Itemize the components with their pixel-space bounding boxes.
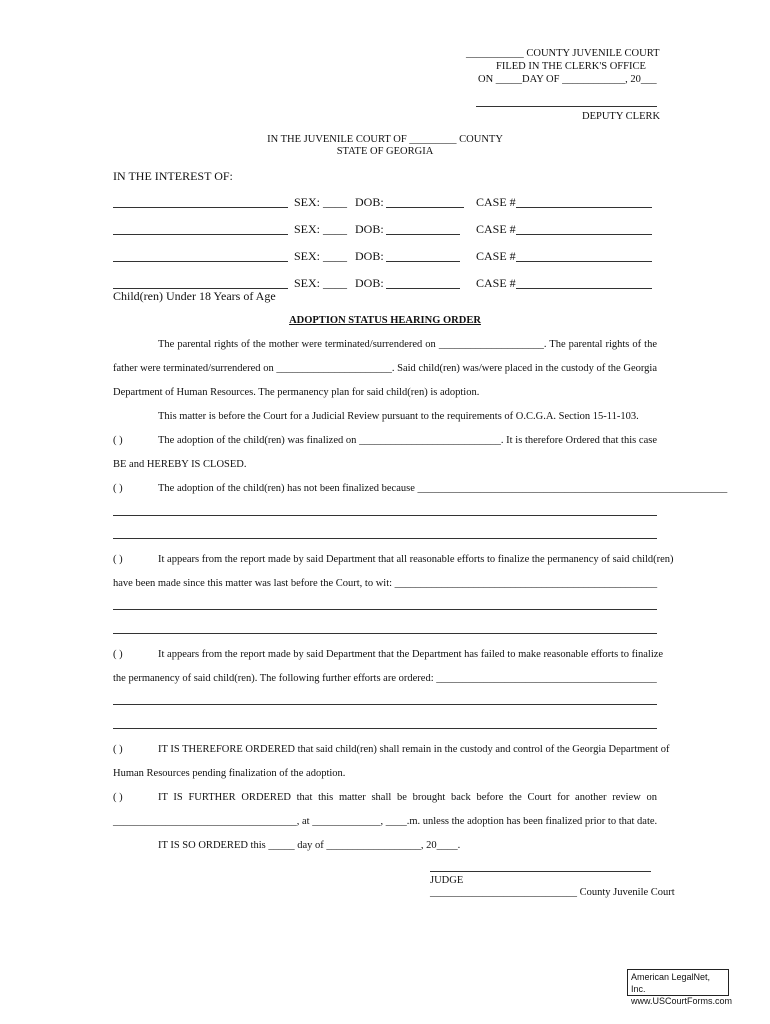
child-name-field[interactable] — [113, 261, 288, 262]
sex-field-label: SEX: ____ — [294, 195, 348, 209]
option-failed-efforts-text-cont: the permanency of said child(ren). The following further efforts are ordered: __________________________________________ — [113, 673, 657, 684]
option-remain-custody-text-cont: Human Resources pending finalization of the adoption. — [113, 768, 346, 779]
dob-label: DOB: — [355, 276, 384, 290]
judge-signature-line[interactable] — [430, 871, 651, 872]
dob-field[interactable] — [386, 234, 460, 235]
not-finalized-reason-line[interactable] — [113, 538, 657, 539]
case-number-label: CASE # — [476, 222, 516, 236]
option-failed-efforts-text: It appears from the report made by said Department that the Department has failed to make reasonable efforts to finalize — [158, 649, 664, 660]
court-county-line: IN THE JUVENILE COURT OF _________ COUNTY — [267, 134, 503, 145]
dob-field[interactable] — [386, 261, 460, 262]
order-title: ADOPTION STATUS HEARING ORDER — [289, 315, 481, 326]
case-number-field[interactable] — [516, 234, 652, 235]
option-finalized-text: The adoption of the child(ren) was finalized on ___________________________. It is therefore Ordered that this case — [158, 435, 657, 446]
case-number-label: CASE # — [476, 249, 516, 263]
sex-field-label: SEX: ____ — [294, 276, 348, 290]
further-efforts-line[interactable] — [113, 704, 657, 705]
child-name-field[interactable] — [113, 207, 288, 208]
reasonable-efforts-line[interactable] — [113, 609, 657, 610]
filed-in-clerk-office-line: FILED IN THE CLERK'S OFFICE — [496, 61, 646, 72]
publisher-name: American LegalNet, Inc. — [631, 972, 711, 994]
filed-on-date-line: ON _____DAY OF ____________, 20___ — [478, 74, 657, 85]
judge-label: JUDGE — [430, 875, 464, 886]
option-remain-custody-checkbox[interactable]: ( ) — [113, 744, 123, 755]
dob-field[interactable] — [386, 288, 460, 289]
deputy-clerk-label: DEPUTY CLERK — [582, 111, 661, 122]
option-finalized-text-cont: BE and HEREBY IS CLOSED. — [113, 459, 247, 470]
case-number-field[interactable] — [516, 288, 652, 289]
option-further-review-text-cont: ___________________________________, at _____________, ____.m. unless the adoption has been finalized prior to that date. — [113, 816, 658, 827]
interest-of-label: IN THE INTEREST OF: — [113, 169, 233, 183]
option-not-finalized-checkbox[interactable]: ( ) — [113, 483, 123, 494]
publisher-stamp — [627, 969, 733, 1006]
case-number-label: CASE # — [476, 276, 516, 290]
county-court-line: ___________ COUNTY JUVENILE COURT — [466, 48, 660, 59]
paragraph-parental-rights-3: Department of Human Resources. The permanency plan for said child(ren) is adoption. — [113, 387, 480, 398]
state-line: STATE OF GEORGIA — [336, 146, 434, 157]
paragraph-parental-rights-1: The parental rights of the mother were terminated/surrendered on ____________________. The parental rights of the — [158, 339, 657, 350]
option-reasonable-efforts-text-cont: have been made since this matter was last before the Court, to wit: __________________________________________________ — [113, 578, 658, 589]
paragraph-parental-rights-2: father were terminated/surrendered on ______________________. Said child(ren) was/were placed in the custody of the Georgia — [113, 363, 657, 374]
sex-field-label: SEX: ____ — [294, 249, 348, 263]
case-number-field[interactable] — [516, 261, 652, 262]
sex-field-label: SEX: ____ — [294, 222, 348, 236]
option-reasonable-efforts-checkbox[interactable]: ( ) — [113, 554, 123, 565]
further-efforts-line[interactable] — [113, 728, 657, 729]
children-caption: Child(ren) Under 18 Years of Age — [113, 289, 276, 303]
county-juvenile-court-line: ____________________________ County Juvenile Court — [430, 887, 675, 898]
reasonable-efforts-line[interactable] — [113, 633, 657, 634]
not-finalized-reason-line[interactable] — [113, 515, 657, 516]
option-further-review-text: IT IS FURTHER ORDERED that this matter shall be brought back before the Court for another review on — [158, 792, 657, 803]
option-reasonable-efforts-text: It appears from the report made by said Department that all reasonable efforts to finalize the permanency of said child(ren) — [158, 554, 674, 565]
publisher-website: www.USCourtForms.com — [631, 996, 733, 1006]
dob-label: DOB: — [355, 222, 384, 236]
paragraph-judicial-review: This matter is before the Court for a Judicial Review pursuant to the requirements of O.C.G.A. Section 15-11-103. — [158, 411, 639, 422]
case-number-label: CASE # — [476, 195, 516, 209]
option-failed-efforts-checkbox[interactable]: ( ) — [113, 649, 123, 660]
option-finalized-checkbox[interactable]: ( ) — [113, 435, 123, 446]
child-name-field[interactable] — [113, 234, 288, 235]
deputy-clerk-signature-line[interactable] — [476, 106, 657, 107]
option-remain-custody-text: IT IS THEREFORE ORDERED that said child(ren) shall remain in the custody and control of the Georgia Department of — [158, 744, 670, 755]
dob-field[interactable] — [386, 207, 464, 208]
option-further-review-checkbox[interactable]: ( ) — [113, 792, 123, 803]
so-ordered-line: IT IS SO ORDERED this _____ day of __________________, 20____. — [158, 840, 461, 851]
dob-label: DOB: — [355, 249, 384, 263]
option-not-finalized-text: The adoption of the child(ren) has not been finalized because ___________________________________________________________ — [158, 483, 728, 494]
case-number-field[interactable] — [516, 207, 652, 208]
dob-label: DOB: — [355, 195, 384, 209]
